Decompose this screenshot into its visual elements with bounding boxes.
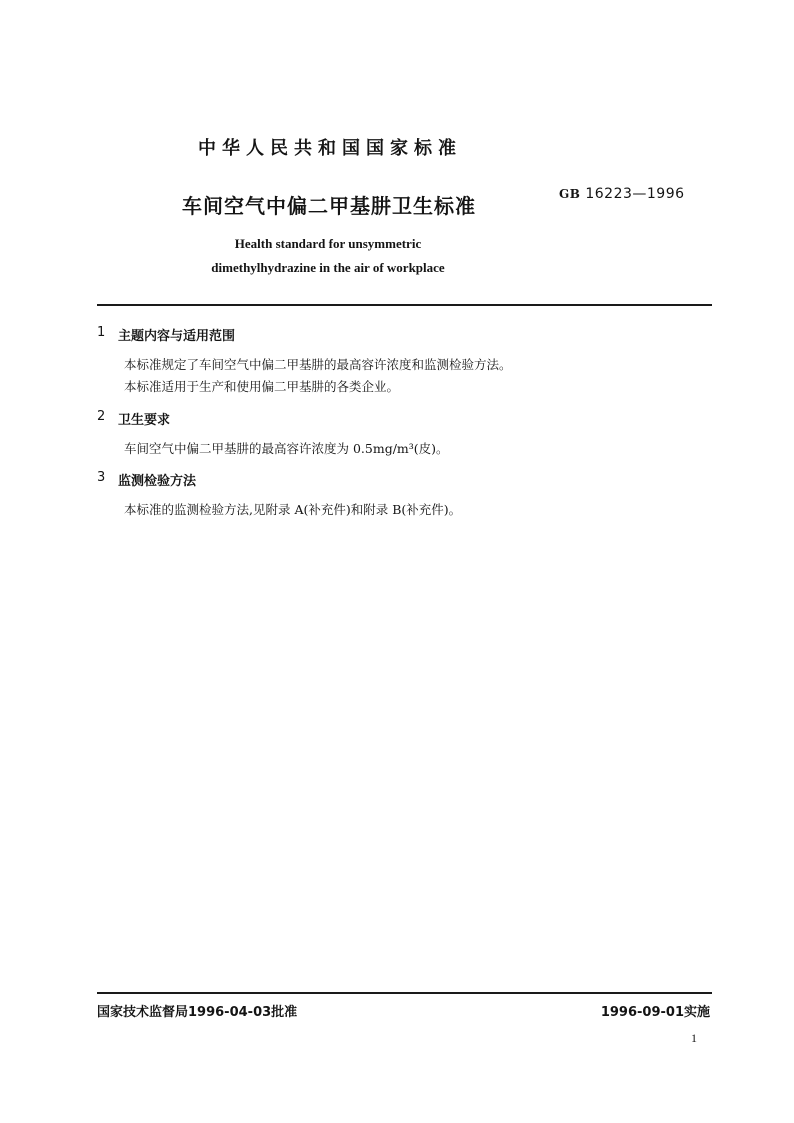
section-3-number: 3 xyxy=(97,470,106,485)
approval-date: 国家技术监督局1996-04-03批准 xyxy=(97,1005,298,1020)
section-3-paragraph-1: 本标准的监测检验方法,见附录 A(补充件)和附录 B(补充件)。 xyxy=(124,502,462,517)
section-2-heading: 卫生要求 xyxy=(118,413,171,428)
footer-divider xyxy=(97,992,712,994)
standard-code xyxy=(559,186,685,202)
page-number: 1 xyxy=(691,1031,697,1045)
section-2-paragraph-1: 车间空气中偏二甲基肼的最高容许浓度为 0.5mg/m³(皮)。 xyxy=(124,441,449,456)
section-2-number: 2 xyxy=(97,409,106,424)
section-1-paragraph-1: 本标准规定了车间空气中偏二甲基肼的最高容许浓度和监测检验方法。 xyxy=(124,357,512,372)
section-3-heading: 监测检验方法 xyxy=(118,474,197,489)
section-1-paragraph-2: 本标准适用于生产和使用偏二甲基肼的各类企业。 xyxy=(124,379,400,394)
english-title-line-1: Health standard for unsymmetric xyxy=(234,236,422,251)
section-1-number: 1 xyxy=(97,325,106,340)
effective-date: 1996-09-01实施 xyxy=(600,1005,710,1020)
national-standard-label: 中华人民共和国国家标准 xyxy=(198,138,462,159)
section-1-heading: 主题内容与适用范围 xyxy=(118,329,236,344)
standard-code-number: 16223—1996 xyxy=(585,186,685,202)
document-title: 车间空气中偏二甲基肼卫生标准 xyxy=(182,194,476,218)
standard-code-prefix: GB xyxy=(559,187,581,201)
header-divider xyxy=(97,304,712,306)
english-title-line-2: dimethylhydrazine in the air of workplace xyxy=(211,260,445,275)
